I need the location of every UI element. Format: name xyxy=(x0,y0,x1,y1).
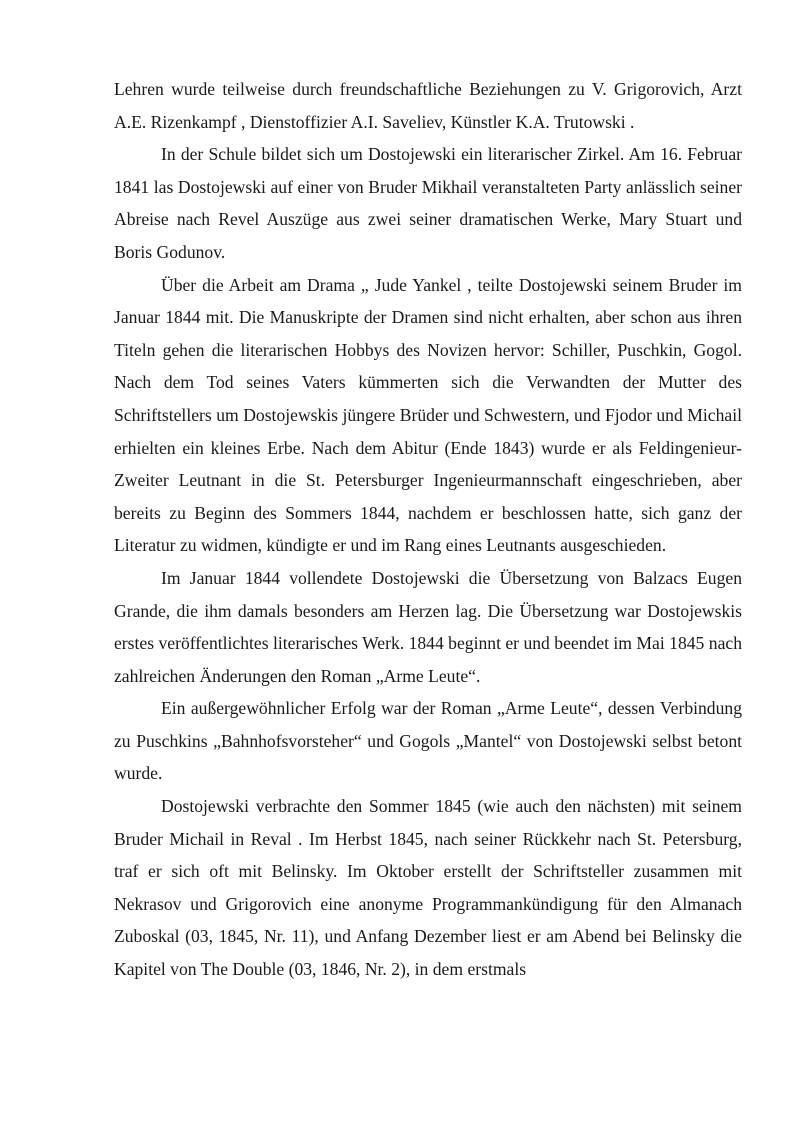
document-body xyxy=(114,73,742,986)
paragraph-3: Über die Arbeit am Drama „ Jude Yankel , teilte Dostojewski seinem Bruder im Januar 1844 mit. Die Manuskripte der Dramen sind nicht erhalten, aber schon aus ihren Titeln gehen die literarischen Hobbys des Novizen hervor: Schiller, Puschkin, Gogol. Nach dem Tod seines Vaters kümmerten sich die Verwandten der Mutter des Schriftstellers um Dostojewskis jüngere Brüder und Schwestern, und Fjodor und Michail erhielten ein kleines Erbe. Nach dem Abitur (Ende 1843) wurde er als Feldingenieur-Zweiter Leutnant in die St. Petersburger Ingenieurmannschaft eingeschrieben, aber bereits zu Beginn des Sommers 1844, nachdem er beschlossen hatte, sich ganz der Literatur zu widmen, kündigte er und im Rang eines Leutnants ausgeschieden. xyxy=(114,274,742,556)
paragraph-4: Im Januar 1844 vollendete Dostojewski die Übersetzung von Balzacs Eugen Grande, die ihm damals besonders am Herzen lag. Die Übersetzung war Dostojewskis erstes veröffentlichtes literarisches Werk. 1844 beginnt er und beendet im Mai 1845 nach zahlreichen Änderungen den Roman „Arme Leute“. xyxy=(114,567,742,686)
paragraph-2: In der Schule bildet sich um Dostojewski ein literarischer Zirkel. Am 16. Februar 1841 las Dostojewski auf einer von Bruder Mikhail veranstalteten Party anlässlich seiner Abreise nach Revel Auszüge aus zwei seiner dramatischen Werke, Mary Stuart und Boris Godunov. xyxy=(114,144,742,262)
paragraph-1: Lehren wurde teilweise durch freundschaftliche Beziehungen zu V. Grigorovich, Arzt A.E. Rizenkampf , Dienstoffizier A.I. Saveliev, Künstler K.A. Trutowski . xyxy=(114,79,742,132)
paragraph-5: Ein außergewöhnlicher Erfolg war der Roman „Arme Leute“, dessen Verbindung zu Puschkins „Bahnhofsvorsteher“ und Gogols „Mantel“ von Dostojewski selbst betont wurde. xyxy=(114,698,742,784)
paragraph-6: Dostojewski verbrachte den Sommer 1845 (wie auch den nächsten) mit seinem Bruder Michail in Reval . Im Herbst 1845, nach seiner Rückkehr nach St. Petersburg, traf er sich oft mit Belinsky. Im Oktober erstellt der Schriftsteller zusammen mit Nekrasov und Grigorovich eine anonyme Programmankündigung für den Almanach Zuboskal (03, 1845, Nr. 11), und Anfang Dezember liest er am Abend bei Belinsky die Kapitel von The Double (03, 1846, Nr. 2), in dem erstmals xyxy=(114,796,742,980)
